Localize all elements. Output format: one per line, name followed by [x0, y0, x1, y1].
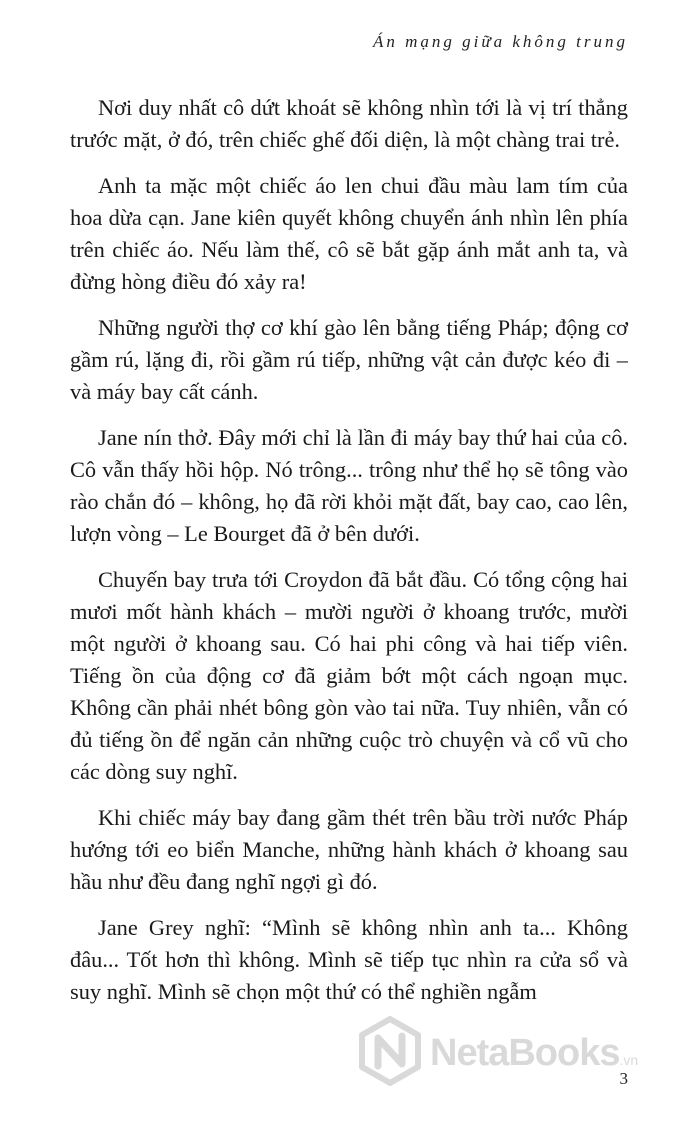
running-header-title: Án mạng giữa không trung [372, 32, 628, 51]
watermark-suffix: .vn [619, 1052, 639, 1068]
body-text [70, 92, 628, 1008]
watermark-brand: NetaBooks [430, 1032, 620, 1074]
paragraph: Anh ta mặc một chiếc áo len chui đầu màu lam tím của hoa dừa cạn. Jane kiên quyết không chuyển ánh nhìn lên phía trên chiếc áo. Nếu làm thế, cô sẽ bắt gặp ánh mắt anh ta, và đừng hòng điều đó xảy ra! [70, 173, 628, 294]
paragraph: Jane Grey nghĩ: “Mình sẽ không nhìn anh ta... Không đâu... Tốt hơn thì không. Mình sẽ tiếp tục nhìn ra cửa sổ và suy nghĩ. Mình sẽ chọn một thứ có thể nghiền ngẫm [70, 915, 628, 1004]
paragraph: Jane nín thở. Đây mới chỉ là lần đi máy bay thứ hai của cô. Cô vẫn thấy hồi hộp. Nó trông... trông như thể họ sẽ tông vào rào chắn đó – không, họ đã rời khỏi mặt đất, bay cao, cao lên, lượn vòng – Le Bourget đã ở bên dưới. [70, 425, 628, 546]
watermark-text [430, 1032, 638, 1075]
paragraph: Nơi duy nhất cô dứt khoát sẽ không nhìn tới là vị trí thẳng trước mặt, ở đó, trên chiếc ghế đối diện, là một chàng trai trẻ. [70, 95, 628, 152]
paragraph: Những người thợ cơ khí gào lên bằng tiếng Pháp; động cơ gầm rú, lặng đi, rồi gầm rú tiếp, những vật cản được kéo đi – và máy bay cất cánh. [70, 315, 628, 404]
page-number: 3 [619, 1069, 628, 1088]
paragraph: Chuyến bay trưa tới Croydon đã bắt đầu. Có tổng cộng hai mươi mốt hành khách – mười người ở khoang trước, mười một người ở khoang sau. Có hai phi công và hai tiếp viên. Tiếng ồn của động cơ đã giảm bớt một cách ngoạn mục. Không cần phải nhét bông gòn vào tai nữa. Tuy nhiên, vẫn có đủ tiếng ồn để ngăn cản những cuộc trò chuyện và cổ vũ cho các dòng suy nghĩ. [70, 567, 628, 784]
paragraph: Khi chiếc máy bay đang gầm thét trên bầu trời nước Pháp hướng tới eo biển Manche, những hành khách ở khoang sau hầu như đều đang nghĩ ngợi gì đó. [70, 805, 628, 894]
netabooks-logo-icon [358, 1016, 422, 1086]
netabooks-watermark [358, 1016, 648, 1086]
